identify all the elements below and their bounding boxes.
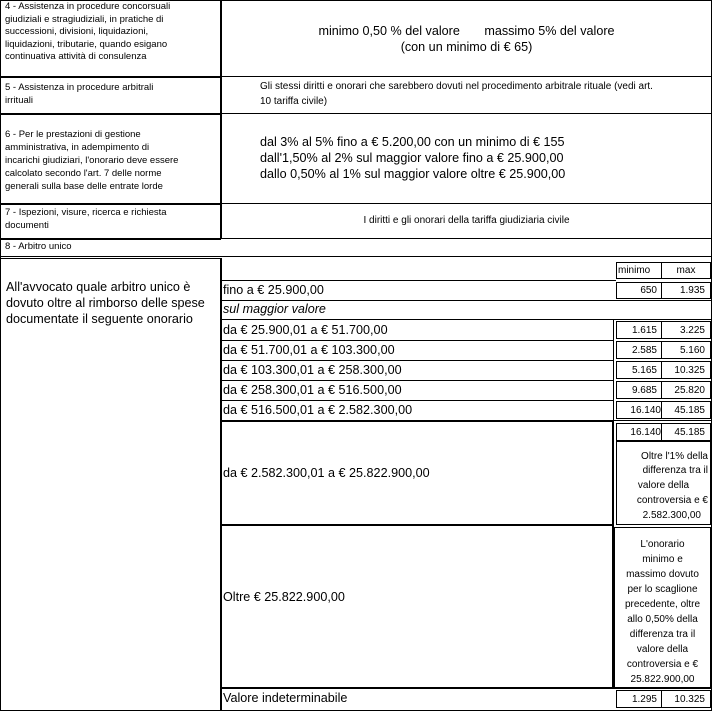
first-bracket-label: fino a € 25.900,00 <box>223 283 324 297</box>
bracket-max-cell <box>661 321 711 339</box>
row-4-label-line: continuativa attività di consulenza <box>5 51 147 62</box>
header-min: minimo <box>618 265 651 276</box>
bracket-max: 25.820 <box>674 385 705 396</box>
bracket-min: 2.585 <box>631 345 657 356</box>
first-min: 650 <box>640 285 657 296</box>
row-4-label-line: giudiziali e stragiudiziali, in pratiche di <box>5 13 164 25</box>
row-4-label-line: successioni, divisioni, liquidazioni, <box>5 26 149 37</box>
row-5-value-line: 10 tariffa civile) <box>260 96 328 107</box>
bracket-max-cell <box>661 381 711 399</box>
first-max: 1.935 <box>679 285 705 296</box>
row-7-label-line: documenti <box>5 220 49 231</box>
row-6-label-line: calcolato secondo l'art. 7 delle norme <box>5 168 162 179</box>
header-max: max <box>676 265 696 276</box>
bracket-max: 3.225 <box>679 325 705 336</box>
row-7-value: I diritti e gli onorari della tariffa giudiziaria civile <box>363 215 570 226</box>
big1-max-cell <box>661 423 711 441</box>
header-min-cell <box>616 262 662 279</box>
bracket-min: 1.615 <box>631 325 657 336</box>
big1-min: 16.140 <box>630 427 661 438</box>
bracket-max: 10.325 <box>674 365 705 376</box>
bracket-label: da € 516.500,01 a € 2.582.300,00 <box>223 403 413 417</box>
bracket-min-cell <box>616 401 662 419</box>
first-max-cell <box>661 282 711 299</box>
first-min-cell <box>616 282 662 299</box>
row-6-value-line: dallo 0,50% al 1% sul maggior valore oltre € 25.900,00 <box>260 167 566 181</box>
row-6-label-line: generali sulla base delle entrate lorde <box>5 181 163 192</box>
big2-note-line: differenza tra il <box>629 629 696 640</box>
row-5-value-line: Gli stessi diritti e onorari che sarebbero dovuti nel procedimento arbitrale rituale (vedi art. <box>260 81 653 92</box>
big1-label: da € 2.582.300,01 a € 25.822.900,00 <box>223 466 430 480</box>
row-6-label-line: incarichi giudiziari, l'onorario deve essere <box>5 155 179 166</box>
last-min: 1.295 <box>631 694 657 705</box>
row-4-value-line2: (con un minimo di € 65) <box>400 40 533 54</box>
big1-note-line: 2.582.300,00 <box>642 510 701 521</box>
big1-note-line: valore della <box>637 480 690 491</box>
row-5-label-line: irrituali <box>5 94 33 106</box>
big1-note-line: differenza tra il <box>642 465 708 476</box>
big2-note-line: per lo scaglione <box>627 584 698 595</box>
arbitro-intro-line: All'avvocato quale arbitro unico è <box>6 280 191 294</box>
bracket-label: da € 258.300,01 a € 516.500,00 <box>223 383 402 397</box>
row-7-label-line: 7 - Ispezioni, visure, ricerca e richiesta <box>5 207 167 218</box>
row-6-label-line: amministrativa, in adempimento di <box>5 142 150 153</box>
sub-heading: sul maggior valore <box>223 302 326 316</box>
big2-note-line: L'onorario <box>640 539 685 550</box>
big2-note-line: massimo dovuto <box>626 569 699 580</box>
row-4-label-line: 4 - Assistenza in procedure concorsuali <box>5 1 171 12</box>
bracket-min-cell <box>616 381 662 399</box>
bracket-max: 5.160 <box>679 345 705 356</box>
bracket-max: 45.185 <box>674 405 705 416</box>
row-4-label-line: liquidazioni, tributarie, quando esigano <box>5 38 168 50</box>
arbitro-intro-line: documentate il seguente onorario <box>6 312 193 326</box>
bracket-label: da € 103.300,01 a € 258.300,00 <box>223 363 402 377</box>
row-6-label-line: 6 - Per le prestazioni di gestione <box>5 129 141 140</box>
bracket-min: 16.140 <box>630 405 661 416</box>
bracket-min: 5.165 <box>631 365 657 376</box>
bracket-label: da € 51.700,01 a € 103.300,00 <box>223 343 395 357</box>
big1-min-cell <box>616 423 662 441</box>
big1-note-line: controversia e € <box>636 495 708 506</box>
row-5-label-line: 5 - Assistenza in procedure arbitrali <box>5 82 154 93</box>
row-8-label: 8 - Arbitro unico <box>5 241 72 252</box>
big1-max: 45.185 <box>674 427 705 438</box>
big2-note-line: allo 0,50% della <box>627 614 698 625</box>
big2-note-line: valore della <box>636 644 689 655</box>
big2-label: Oltre € 25.822.900,00 <box>223 590 345 604</box>
big1-note-line: Oltre l'1% della <box>641 451 708 462</box>
last-min-cell <box>616 690 662 708</box>
big2-label-cell <box>221 525 614 688</box>
bracket-max-cell <box>661 341 711 359</box>
bracket-min-cell <box>616 321 662 339</box>
bracket-max-cell <box>661 401 711 419</box>
row-6-value-line: dal 3% al 5% fino a € 5.200,00 con un minimo di € 155 <box>260 135 565 149</box>
big2-note-line: precedente, oltre <box>624 599 701 610</box>
big2-note-line: 25.822.900,00 <box>630 674 695 685</box>
header-max-cell <box>661 262 711 279</box>
last-max: 10.325 <box>674 694 705 705</box>
last-label: Valore indeterminabile <box>223 691 348 705</box>
bracket-min: 9.685 <box>631 385 657 396</box>
big2-note-line: minimo e <box>642 554 683 565</box>
bracket-min-cell <box>616 361 662 379</box>
bracket-min-cell <box>616 341 662 359</box>
bracket-max-cell <box>661 361 711 379</box>
row-6-value-line: dall'1,50% al 2% sul maggior valore fino a € 25.900,00 <box>260 151 564 165</box>
big2-note-line: controversia e € <box>626 659 699 670</box>
row-4-value-line1: minimo 0,50 % del valore massimo 5% del valore <box>318 24 615 38</box>
bracket-label: da € 25.900,01 a € 51.700,00 <box>223 323 388 337</box>
arbitro-intro-line: dovuto oltre al rimborso delle spese <box>6 296 205 310</box>
last-max-cell <box>661 690 711 708</box>
